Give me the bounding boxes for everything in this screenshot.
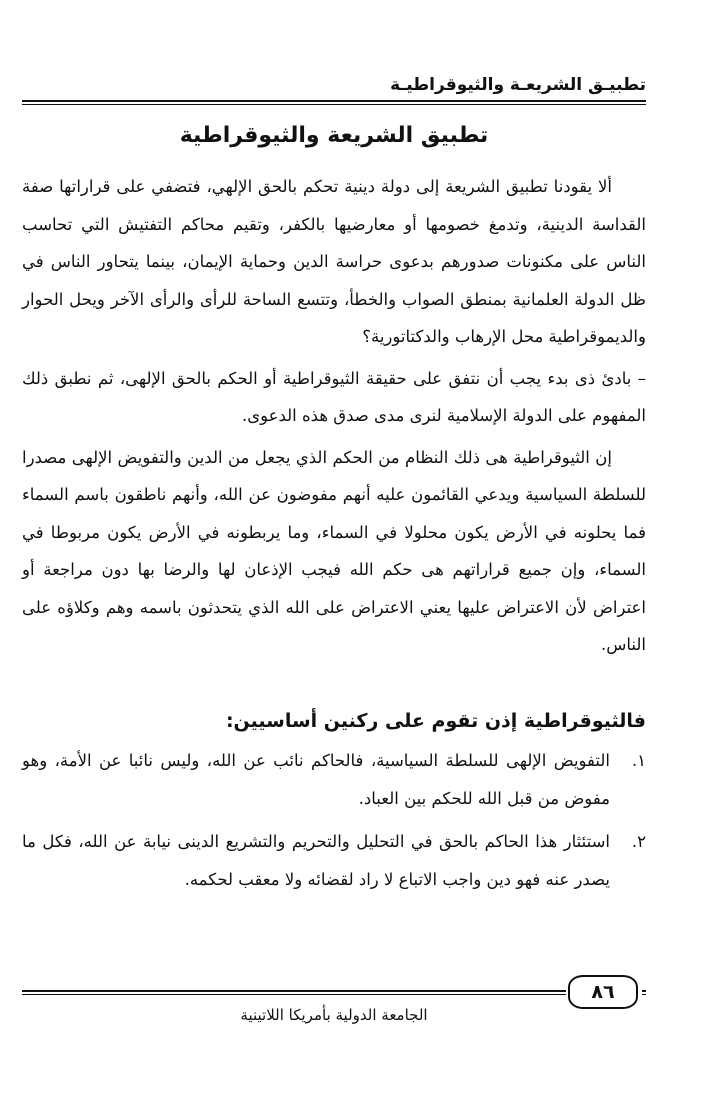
publisher-footer: الجامعة الدولية بأمريكا اللاتينية [240,1006,428,1024]
pillars-list [22,742,646,904]
running-header: تطبيـق الشريعـة والثيوقراطيـة [390,75,646,95]
list-item [22,742,646,817]
list-item [22,823,646,898]
list-item-number: ٢. [631,832,646,851]
page-number: ٨٦ [568,975,638,1009]
paragraph-theocracy-definition: إن الثيوقراطية هى ذلك النظام من الحكم الذي يجعل من الدين والتفويض الإلهى مصدرا للسلطة السياسية ويدعي القائمون عليه أنهم مفوضون عن الله، وأنهم ناطقون باسم السماء فما يحلونه في الأرض يكون محلولا في السماء، وما يربطونه في الأرض يكون مربوطا في السماء، وإن جميع قراراتهم هى حكم الله فيجب الإذعان لها والرضا بها دون مراجعة أو اعتراض لأن الاعتراض عليها يعني الاعتراض على الله الذي يتحدثون باسمه وهم وكلاؤه على الناس. [22,447,646,654]
list-item-text: التفويض الإلهى للسلطة السياسية، فالحاكم نائب عن الله، وليس نائبا عن الأمة، وهو مفوض من قبل الله للحكم بين العباد. [22,751,610,808]
section-title: تطبيق الشريعة والثيوقراطية [179,123,489,148]
footer-divider [22,990,566,995]
list-item-number: ١. [631,751,646,770]
paragraph-question: ألا يقودنا تطبيق الشريعة إلى دولة دينية تحكم بالحق الإلهي، فتضفي على قراراتها صفة القداسة الدينية، وتدمغ خصومها أو معارضيها بالكفر، وتقيم محاكم التفتيش التي تحاسب الناس على مكنونات صدورهم بدعوى حراسة الدين وحماية الإيمان، بينما يتحاور الناس في ظل الدولة العلمانية بمنطق الصواب والخطأ، وتتسع الساحة للرأى والرأى الآخر ويحل الحوار والديموقراطية محل الإرهاب والدكتاتورية؟ [22,177,646,346]
body-text [22,168,646,668]
paragraph-answer-intro: – بادئ ذى بدء يجب أن نتفق على حقيقة الثيوقراطية أو الحكم بالحق الإلهى، ثم نطبق ذلك المفهوم على الدولة الإسلامية لنرى مدى صدق هذه الدعوى. [22,368,646,425]
header-divider [22,100,646,105]
list-item-text: استئثار هذا الحاكم بالحق في التحليل والتحريم والتشريع الدينى نيابة عن الله، فكل ما يصدر عنه فهو دين واجب الاتباع لا راد لقضائه ولا معقب لحكمه. [22,832,610,889]
pillars-heading: فالثيوقراطية إذن تقوم على ركنين أساسيين: [225,710,646,732]
footer-divider-end [642,990,646,995]
